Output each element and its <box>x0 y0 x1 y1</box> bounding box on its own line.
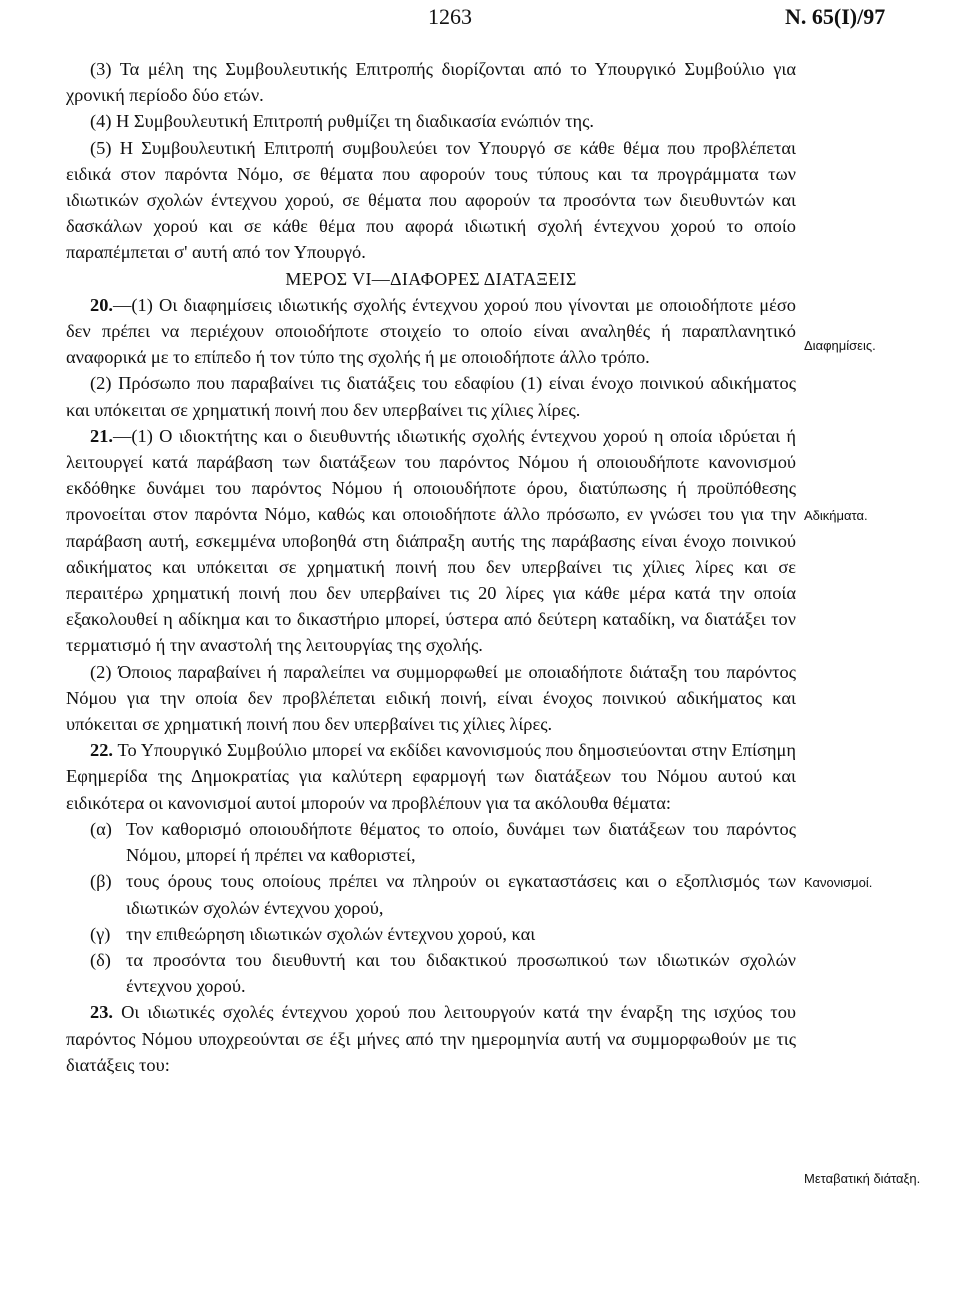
item-label: (β) <box>90 871 112 892</box>
item-label: (δ) <box>90 949 111 970</box>
item-text: την επιθεώρηση ιδιωτικών σχολών έντεχνου χορού, και <box>126 923 536 944</box>
section-21-paragraph-1 <box>66 423 796 659</box>
page-number: 1263 <box>428 4 472 29</box>
margin-note-advertisements: Διαφημίσεις. <box>804 338 876 353</box>
section-20-text-1: —(1) Οι διαφημίσεις ιδιωτικής σχολής έντεχνου χορού που γίνονται με οποιοδήποτε μέσο δεν πρέπει να περιέχουν οποιοδήποτε στοιχείο το οποίο είναι αναληθές ή παραπλανητικό αναφορικά με το επίπεδο ή τον τύπο της σχολής ή με οποιοδήποτε άλλο τρόπο. <box>66 294 796 368</box>
margin-note-offences: Αδικήματα. <box>804 508 868 523</box>
item-text: τα προσόντα του διευθυντή και του διδακτικού προσωπικού των ιδιωτικών σχολών έντεχνου χορού. <box>126 949 796 997</box>
section-20-number: 20. <box>90 294 113 315</box>
section-22-number: 22. <box>90 740 113 761</box>
section-21-number: 21. <box>90 425 113 446</box>
item-label: (γ) <box>90 923 111 944</box>
section-23-number: 23. <box>90 1002 113 1023</box>
section-21-paragraph-2: (2) Όποιος παραβαίνει ή παραλείπει να συμμορφωθεί με οποιαδήποτε διάταξη του παρόντος Νόμου για την οποία δεν προβλέπεται ειδική ποινή, είναι ένοχος ποινικού αδικήματος και υπόκειται σε χρηματική ποινή που δεν υπερβαίνει τις χίλιες λίρες. <box>66 661 796 735</box>
part-heading: ΜΕΡΟΣ VI—ΔΙΑΦΟΡΕΣ ΔΙΑΤΑΞΕΙΣ <box>285 268 577 289</box>
item-label: (α) <box>90 818 112 839</box>
paragraph-4: (4) Η Συμβουλευτική Επιτροπή ρυθμίζει τη διαδικασία ενώπιόν της. <box>90 111 595 132</box>
section-22-item <box>66 816 796 868</box>
section-23-paragraph <box>66 999 796 1078</box>
section-20-paragraph-2: (2) Πρόσωπο που παραβαίνει τις διατάξεις του εδαφίου (1) είναι ένοχο ποινικού αδικήματος και υπόκειται σε χρηματική ποινή που δεν υπερβαίνει τις χίλιες λίρες. <box>66 373 796 420</box>
section-22-item <box>66 868 796 920</box>
margin-note-regulations: Κανονισμοί. <box>804 875 873 890</box>
law-reference: Ν. 65(Ι)/97 <box>785 4 886 29</box>
section-22-item <box>66 947 796 999</box>
section-20-paragraph-1 <box>66 292 796 371</box>
paragraph-3: (3) Τα μέλη της Συμβουλευτικής Επιτροπής διορίζονται από το Υπουργικό Συμβούλιο για χρονική περίοδο δύο ετών. <box>66 59 796 106</box>
section-23-text: Οι ιδιωτικές σχολές έντεχνου χορού που λειτουργούν κατά την έναρξη της ισχύος του παρόντος Νόμου υποχρεούνται σε έξι μήνες από την ημερομηνία αυτή να συμμορφωθούν με τις διατάξεις του: <box>66 1002 796 1075</box>
section-22-intro <box>66 737 796 816</box>
margin-note-transitional: Μεταβατική διάταξη. <box>804 1171 921 1186</box>
section-21-text-1: —(1) Ο ιδιοκτήτης και ο διευθυντής ιδιωτικής σχολής έντεχνου χορού η οποία ιδρύεται ή λειτουργεί κατά παράβαση των διατάξεων του παρόντος Νόμου ή οποιουδήποτε κανονισμού εκδόθηκε δυνάμει του παρόντος Νόμου ή οποιουδήποτε όρου, διατύπωσης ή προϋπόθεσης προνοείται στον παρόντα Νόμο, καθώς και οποιοδήποτε άλλο πρόσωπο, εν γνώσει του για την παράβαση αυτή, εσκεμμένα υποβοηθά στη διάπραξη αυτής της παράβασης είναι ένοχο ποινικού αδικήματος και υπόκειται σε χρηματική ποινή που δεν υπερβαίνει τις χίλιες λίρες και σε περαιτέρω χρηματική ποινή που δεν υπερβαίνει τις 20 λίρες για κάθε μέρα κατά την οποία εξακολουθεί η αδίκημα και το δικαστήριο μπορεί, ύστερα από δεύτερη καταδίκη, να διατάξει τον τερματισμό ή την αναστολή της λειτουργίας της σχολής. <box>66 425 796 656</box>
item-text: Τον καθορισμό οποιουδήποτε θέματος το οποίο, δυνάμει των διατάξεων του παρόντος Νόμου, μπορεί ή πρέπει να καθοριστεί, <box>126 818 796 866</box>
paragraph-5: (5) Η Συμβουλευτική Επιτροπή συμβουλεύει τον Υπουργό σε κάθε θέμα που προβλέπεται ειδικά στον παρόντα Νόμο, σε θέματα που αφορούν τους τύπους και τα προγράμματα των ιδιωτικών σχολών έντεχνου χορού, σε θέματα που αφορούν τα προσόντα των διευθυντών και δασκάλων χορού και σε κάθε θέμα που αφορά ιδιωτική σχολή έντεχνου χορού το οποίο παραπέμπεται σ' αυτή από τον Υπουργό. <box>66 137 796 263</box>
item-text: τους όρους τους οποίους πρέπει να πληρούν οι εγκαταστάσεις και ο εξοπλισμός των ιδιωτικών σχολών έντεχνου χορού, <box>126 871 796 918</box>
document-body <box>66 56 796 1078</box>
section-22-text: Το Υπουργικό Συμβούλιο μπορεί να εκδίδει κανονισμούς που δημοσιεύονται στην Επίσημη Εφημερίδα της Δημοκρατίας για καλύτερη εφαρμογή των διατάξεων του Νόμου αυτού και ειδικότερα οι κανονισμοί αυτοί μπορούν να προβλέπουν για τα ακόλουθα θέματα: <box>66 740 796 813</box>
section-22-item <box>66 921 796 947</box>
